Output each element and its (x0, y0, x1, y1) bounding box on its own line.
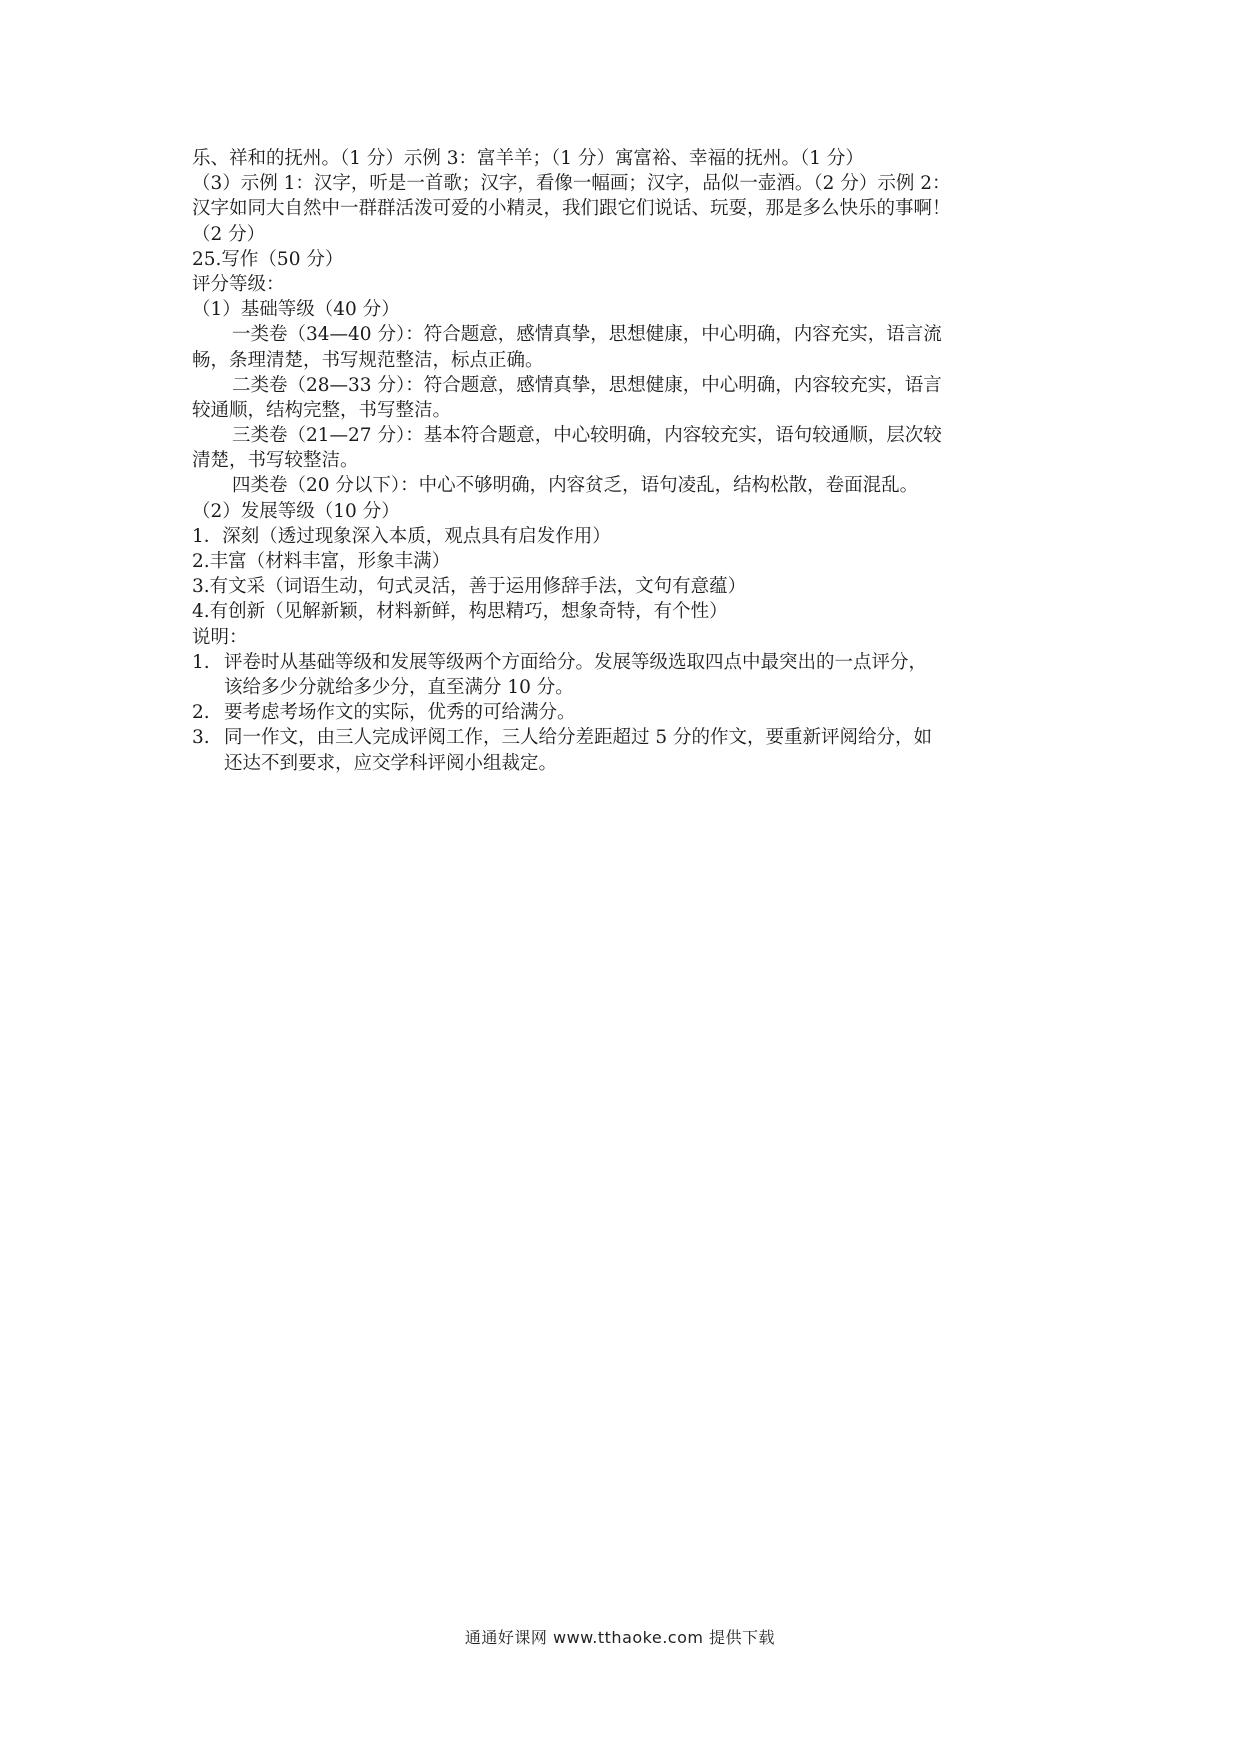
grade-category-first-line: 二类卷（28—33 分）：符合题意，感情真挚，思想健康，中心明确，内容较充实，语言 (232, 374, 942, 396)
note-item-line (192, 725, 1062, 750)
answer-line: （2 分） (192, 223, 266, 245)
development-item: 2.丰富（材料丰富，形象丰满） (192, 551, 451, 572)
grade-category-continuation: 畅，条理清楚，书写规范整洁，标点正确。 (192, 349, 544, 371)
note-text: 评卷时从基础等级和发展等级两个方面给分。发展等级选取四点中最突出的一点评分， (224, 651, 928, 673)
note-number: 1. (192, 651, 210, 673)
grade-category-first-line: 三类卷（21—27 分）：基本符合题意，中心较明确，内容较充实，语句较通顺，层次较 (232, 425, 942, 447)
note-number: 2. (192, 702, 210, 724)
development-item: 1．深刻（透过现象深入本质，观点具有启发作用） (192, 525, 611, 547)
answer-line: 汉字如同大自然中一群群活泼可爱的小精灵，我们跟它们说话、玩耍，那是多么快乐的事啊！ (192, 198, 951, 220)
answer-line: 乐、祥和的抚州。（1 分）示例 3：富羊羊；（1 分）寓富裕、幸福的抚州。（1 分） (192, 148, 864, 169)
grade-category (192, 322, 1062, 372)
development-grade-heading: （2）发展等级（10 分） (192, 500, 400, 522)
grade-category-continuation: 较通顺，结构完整，书写整洁。 (192, 399, 452, 421)
grade-category-first-line: 四类卷（20 分以下）：中心不够明确，内容贫乏，语句凌乱，结构松散，卷面混乱。 (232, 475, 919, 497)
note-text: 要考虑考场作文的实际，优秀的可给满分。 (224, 702, 576, 724)
scoring-grades-label: 评分等级： (192, 273, 285, 295)
note-item (192, 650, 1062, 700)
basic-grade-heading: （1）基础等级（40 分） (192, 299, 400, 321)
page-footer: 通通好课网 www.tthaoke.com 提供下载 (464, 1628, 776, 1647)
note-item-line (192, 650, 1062, 675)
note-text: 同一作文，由三人完成评阅工作，三人给分差距超过 5 分的作文，要重新评阅给分，如 (224, 727, 933, 749)
note-item (192, 725, 1062, 775)
grade-category (192, 473, 1062, 498)
section-heading-writing: 25.写作（50 分） (192, 248, 344, 270)
grade-category (192, 373, 1062, 423)
answer-line: （3）示例 1：汉字，听是一首歌；汉字，看像一幅画；汉字，品似一壶酒。（2 分）示例 2： (192, 173, 951, 195)
note-item-line (192, 700, 1062, 725)
document-body (192, 146, 1062, 776)
development-item: 3.有文采（词语生动，句式灵活，善于运用修辞手法，文句有意蕴） (192, 576, 747, 598)
note-item (192, 700, 1062, 725)
notes-heading: 说明： (192, 626, 248, 648)
grade-category (192, 423, 1062, 473)
development-item: 4.有创新（见解新颖，材料新鲜，构思精巧，想象奇特，有个性） (192, 601, 728, 623)
note-continuation: 还达不到要求，应交学科评阅小组裁定。 (224, 752, 558, 774)
note-number: 3. (192, 727, 210, 749)
note-continuation: 该给多少分就给多少分，直至满分 10 分。 (224, 676, 574, 698)
grade-category-continuation: 清楚，书写较整洁。 (192, 450, 359, 472)
grade-category-first-line: 一类卷（34—40 分）：符合题意，感情真挚，思想健康，中心明确，内容充实，语言流 (232, 324, 942, 346)
